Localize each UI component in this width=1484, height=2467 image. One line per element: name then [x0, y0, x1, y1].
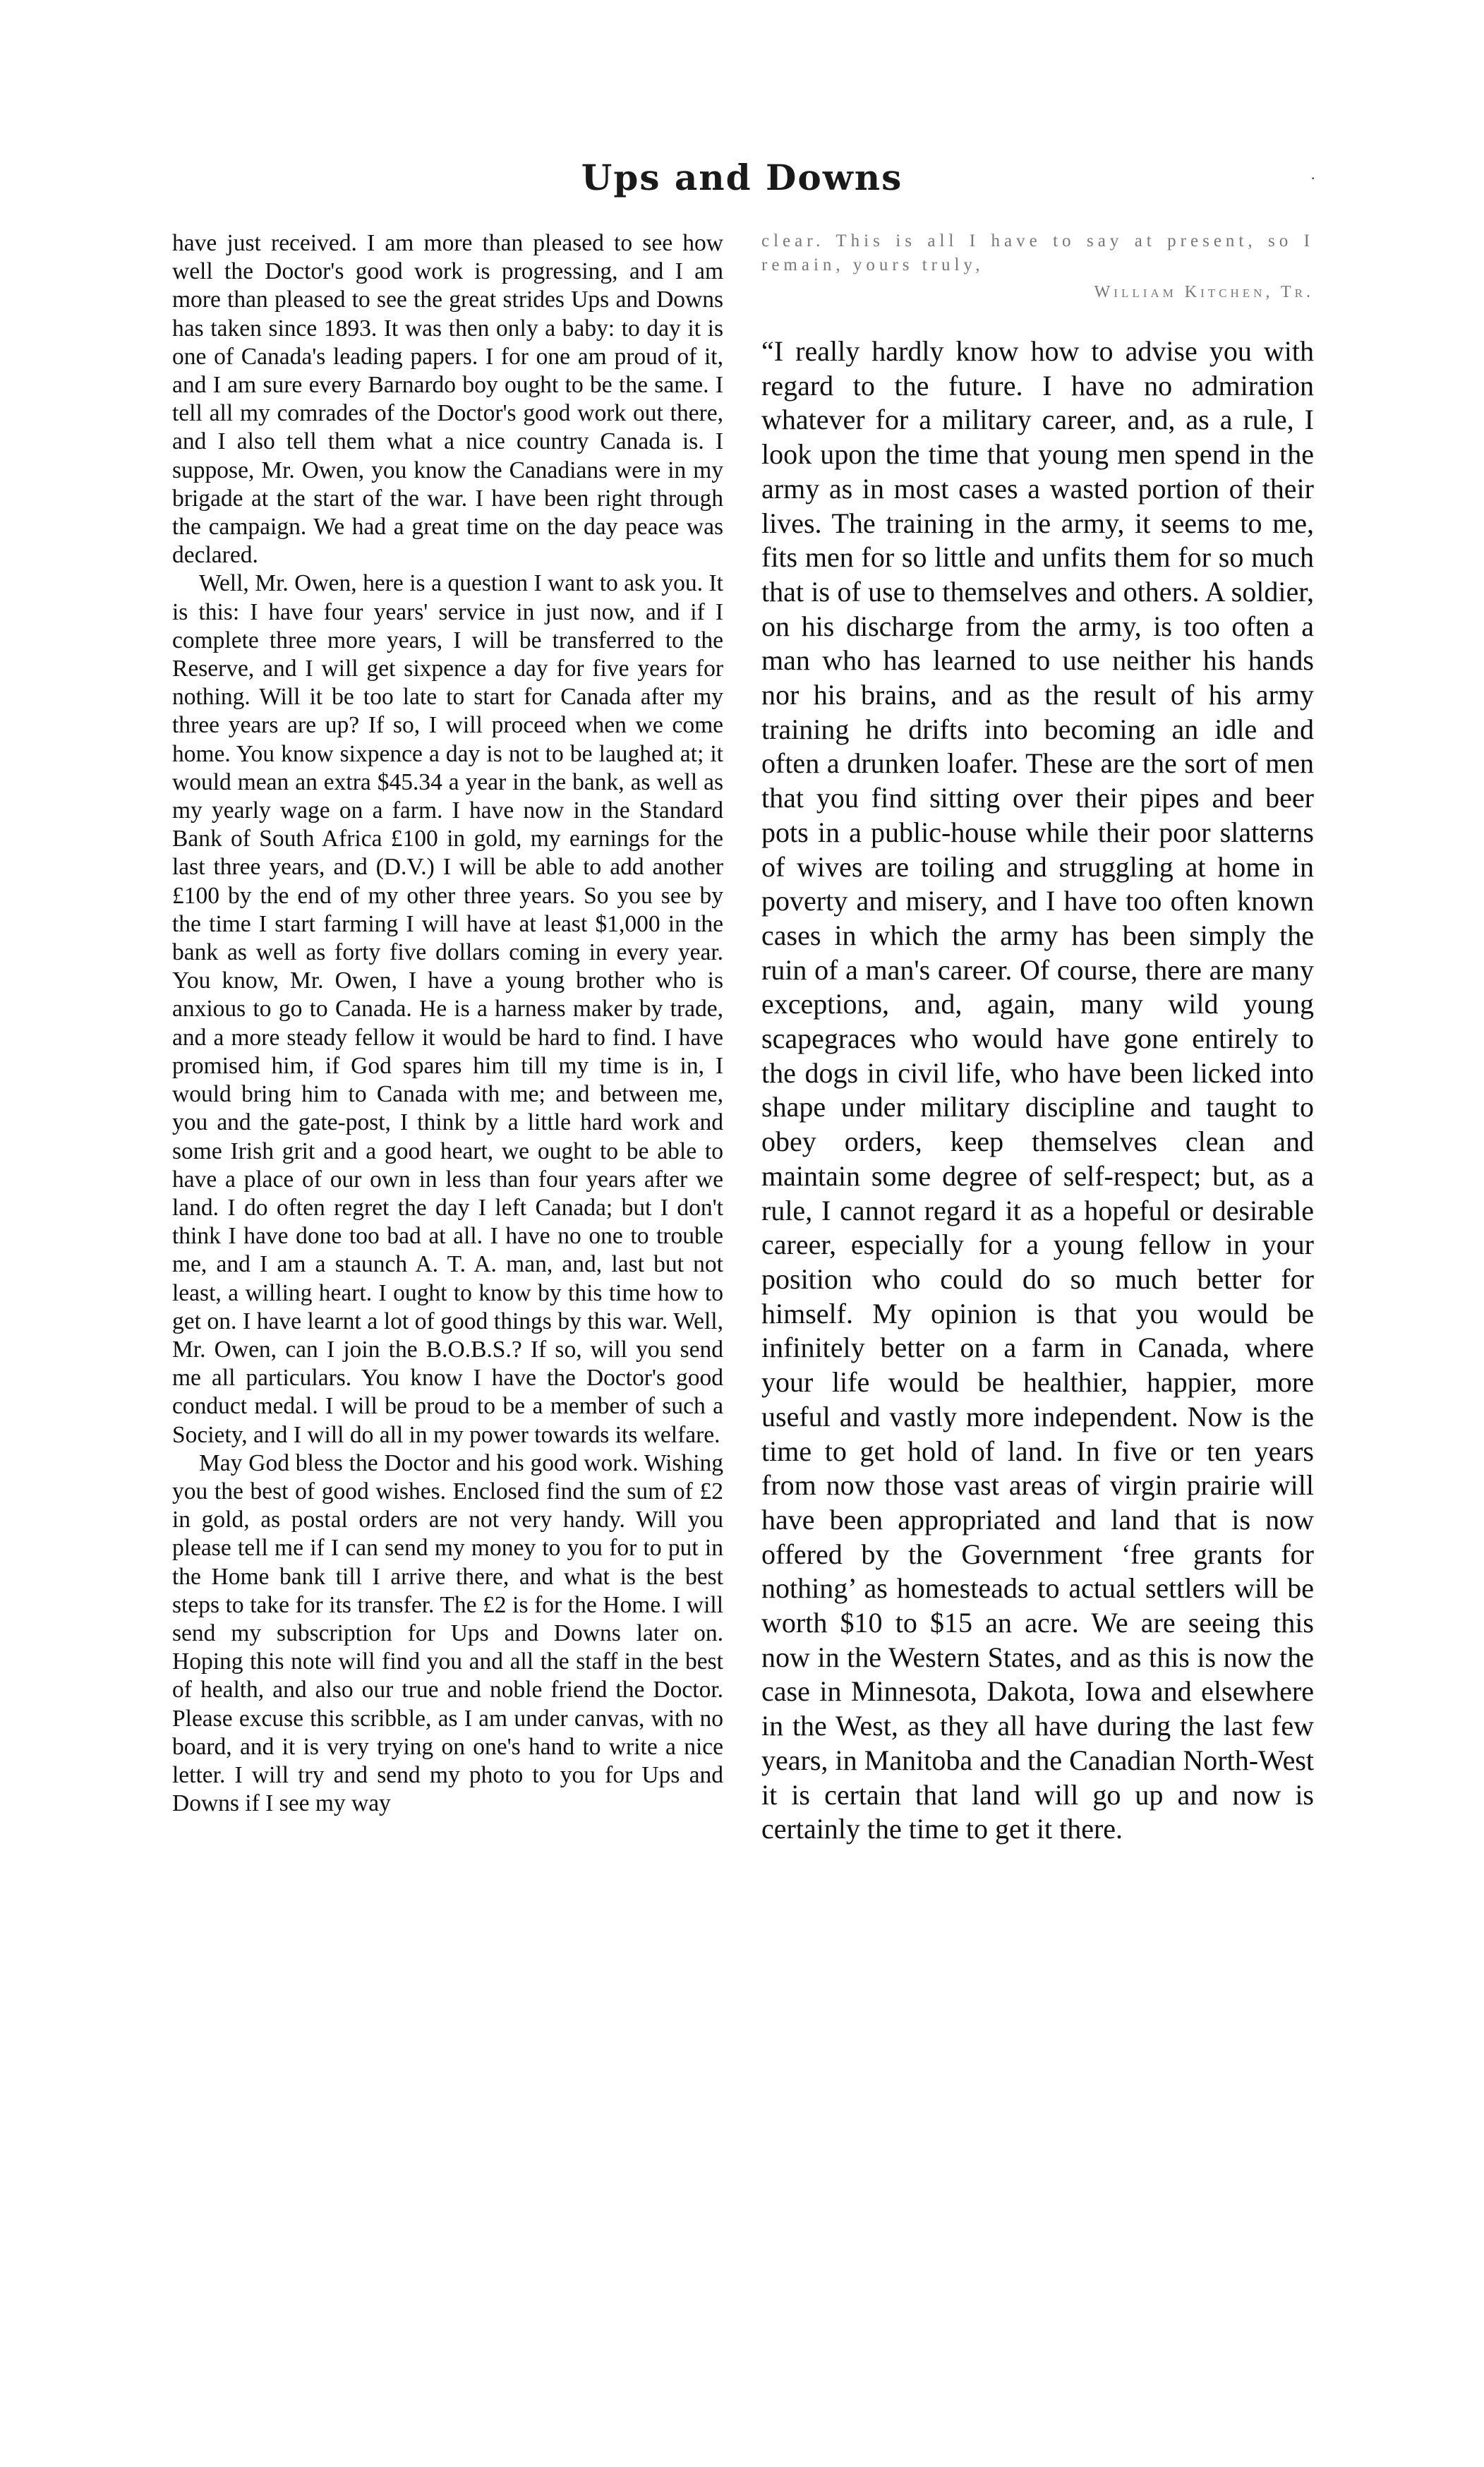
- letter-paragraph: Well, Mr. Owen, here is a question I want to ask you. It is this: I have four years' service in just now, and if I complete three more years, I will be transferred to the Reserve, and I will get sixpence a day for five years for nothing. Will it be too late to start for Canada after my three years are up? If so, I will proceed when we come home. You know sixpence a day is not to be laughed at; it would mean an extra $45.34 a year in the bank, as well as my yearly wage on a farm. I have now in the Standard Bank of South Africa £100 in gold, my earnings for the last three years, and (D.V.) I will be able to add another £100 by the end of my other three years. So you see by the time I start farming I will have at least $1,000 in the bank as well as forty five dollars coming in every year. You know, Mr. Owen, I have a young brother who is anxious to go to Canada. He is a harness maker by trade, and a more steady fellow it would be hard to find. I have promised him, if God spares him till my time is in, I would bring him to Canada with me; and between me, you and the gate-post, I think by a little hard work and some Irish grit and a good heart, we ought to be able to have a place of our own in less than four years after we land. I do often regret the day I left Canada; but I don't think I have done too bad at all. I have no one to trouble me, and I am a staunch A. T. A. man, and, last but not least, a willing heart. I ought to know by this time how to get on. I have learnt a lot of good things by this war. Well, Mr. Owen, can I join the B.O.B.S.? If so, will you send me all particulars. You know I have the Doctor's good conduct medal. I will be proud to be a member of such a Society, and I will do all in my power towards its welfare.: [172, 570, 723, 1448]
- letter-signature: William Kitchen, Tr.: [1094, 283, 1314, 301]
- letter-paragraph: have just received. I am more than pleased to see how well the Doctor's good work is progressing, and I am more than pleased to see the great strides Ups and Downs has taken since 1893. It was then only a baby: to day it is one of Canada's leading papers. I for one am proud of it, and I am sure every Barnardo boy ought to be the same. I tell all my comrades of the Doctor's good work out there, and I also tell them what a nice country Canada is. I suppose, Mr. Owen, you know the Canadians were in my brigade at the start of the war. I have been right through the campaign. We had a great time on the day peace was declared.: [172, 230, 723, 569]
- right-column: [761, 229, 1314, 1847]
- letter-paragraph: May God bless the Doctor and his good work. Wishing you the best of good wishes. Enclosed find the sum of £2 in gold, as postal orders are not very handy. Will you please tell me if I can send my money to you for to put in the Home bank till I arrive there, and what is the best steps to take for its transfer. The £2 is for the Home. I will send my subscription for Ups and Downs later on. Hoping this note will find you and all the staff in the best of health, and also our true and noble friend the Doctor. Please excuse this scribble, as I am under canvas, with no board, and it is very trying on one's hand to write a nice letter. I will try and send my photo to you for Ups and Downs if I see my way: [172, 1449, 723, 1817]
- left-column: [172, 229, 723, 1818]
- page-mark: ·: [1310, 169, 1316, 187]
- page-header: Ups and Downs: [581, 157, 903, 198]
- letter-closing: clear. This is all I have to say at present, so I remain, yours truly,: [761, 231, 1314, 275]
- reply-paragraph: “I really hardly know how to advise you with regard to the future. I have no admiration whatever for a military career, and, as a rule, I look upon the time that young men spend in the army as in most cases a wasted portion of their lives. The training in the army, it seems to me, fits men for so little and unfits them for so much that is of use to themselves and others. A soldier, on his discharge from the army, is too often a man who has learned to use neither his hands nor his brains, and as the result of his army training he drifts into becoming an idle and often a drunken loafer. These are the sort of men that you find sitting over their pipes and beer pots in a public-house while their poor slatterns of wives are toiling and struggling at home in poverty and misery, and I have too often known cases in which the army has been simply the ruin of a man's career. Of course, there are many exceptions, and, again, many wild young scapegraces who would have gone entirely to the dogs in civil life, who have been licked into shape under military discipline and taught to obey orders, keep themselves clean and maintain some degree of self-respect; but, as a rule, I cannot regard it as a hopeful or desirable career, especially for a young fellow in your position who could do so much better for himself. My opinion is that you would be infinitely better on a farm in Canada, where your life would be healthier, happier, more useful and vastly more independent. Now is the time to get hold of land. In five or ten years from now those vast areas of virgin prairie will have been appropriated and land that is now offered by the Government ‘free grants for nothing’ as homesteads to actual settlers will be worth $10 to $15 an acre. We are seeing this now in the Western States, and as this is now the case in Minnesota, Dakota, Iowa and elsewhere in the West, as they all have during the last few years, in Manitoba and the Canadian North-West it is certain that land will go up and now is certainly the time to get it there.: [761, 335, 1314, 1845]
